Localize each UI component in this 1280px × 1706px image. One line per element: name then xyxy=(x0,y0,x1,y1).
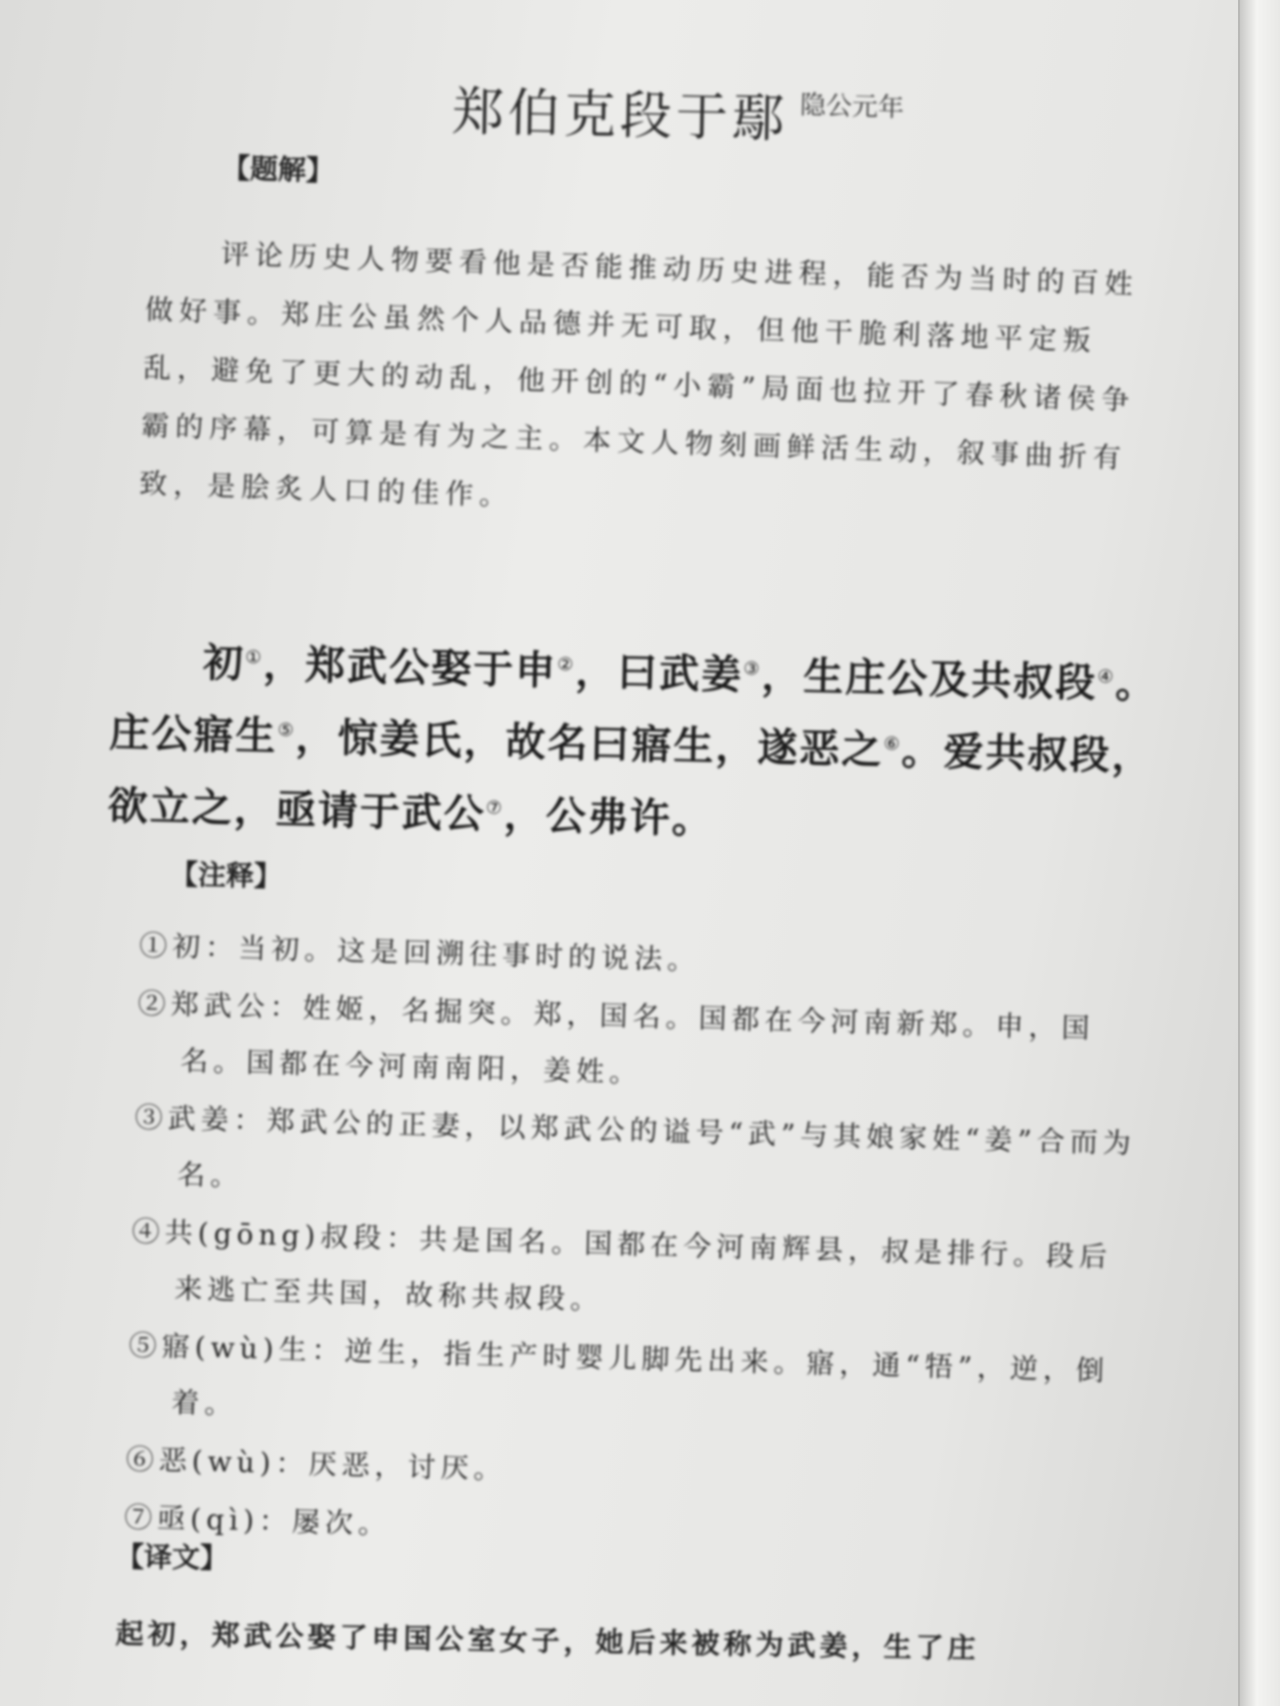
main-text-segment: 。庄公寤生 xyxy=(108,660,1158,761)
note-ref: ⑦ xyxy=(485,797,505,819)
note-ref: ④ xyxy=(1097,666,1116,688)
main-text-segment: ，惊姜氏，故名曰寤生，遂恶之 xyxy=(295,713,884,775)
main-text-segment: 初 xyxy=(202,639,246,688)
page-subtitle: 隐公元年 xyxy=(799,90,905,124)
note-ref: ① xyxy=(244,647,264,669)
main-text-segment: ，郑武公娶于申 xyxy=(262,640,558,695)
translation-text: 起初，郑武公娶了申国公室女子，她后来被称为武姜，生了庄 xyxy=(115,1616,980,1666)
note-item: ⑤寤(wù)生：逆生，指生产时婴儿脚先出来。寤，通“牾”，逆，倒着。 xyxy=(128,1328,1110,1421)
note-ref: ③ xyxy=(743,658,762,680)
page-title: 郑伯克段于鄢 xyxy=(451,82,789,150)
tijie-text: 评论历史人物要看他是否能推动历史进程，能否为当时的百姓做好事。郑庄公虽然个人品德并无可取，但他干脆利落地平定叛乱，避免了更大的动乱，他开创的“小霸”局面也拉开了春秋诸侯争霸的序幕，可算是有为之主。本文人物刻画鲜活生动，叙事曲折有致，是脍炙人口的佳作。 xyxy=(138,237,1140,513)
note-item: ①初：当初。这是回溯往事时的说法。 xyxy=(138,928,701,977)
note-item: ⑦亟(qì)：屡次。 xyxy=(123,1500,392,1541)
notes-list xyxy=(124,918,1150,1574)
main-text-segment: ，曰武姜 xyxy=(574,647,744,699)
tijie-heading: 【题解】 xyxy=(221,151,335,188)
notes-heading: 【注释】 xyxy=(169,857,283,894)
note-ref: ② xyxy=(557,654,576,676)
translation-heading: 【译文】 xyxy=(115,1540,229,1575)
note-item: ⑥恶(wù)：厌恶，讨厌。 xyxy=(125,1442,507,1486)
note-ref: ⑤ xyxy=(277,720,296,742)
main-text xyxy=(107,622,1162,863)
main-text-segment: ，公弗许。 xyxy=(503,790,715,843)
note-item: ④共(gōng)叔段：共是国名。国都在今河南辉县，叔是排行。段后来逃亡至共国，故称共叔段。 xyxy=(131,1214,1113,1317)
main-text-segment: 。爱共叔段，欲立之，亟请于武公 xyxy=(107,727,1155,838)
note-ref: ⑥ xyxy=(883,733,902,756)
note-item: ③武姜：郑武公的正妻，以郑武公的谥号“武”与其娘家姓“姜”合而为名。 xyxy=(134,1100,1137,1193)
page-edge xyxy=(1238,0,1280,1706)
main-text-segment: ，生庄公及共叔段 xyxy=(760,652,1098,707)
note-item: ②郑武公：姓姬，名掘突。郑，国名。国都在今河南新郑。申，国名。国都在今河南南阳，姜姓。 xyxy=(137,986,1095,1090)
